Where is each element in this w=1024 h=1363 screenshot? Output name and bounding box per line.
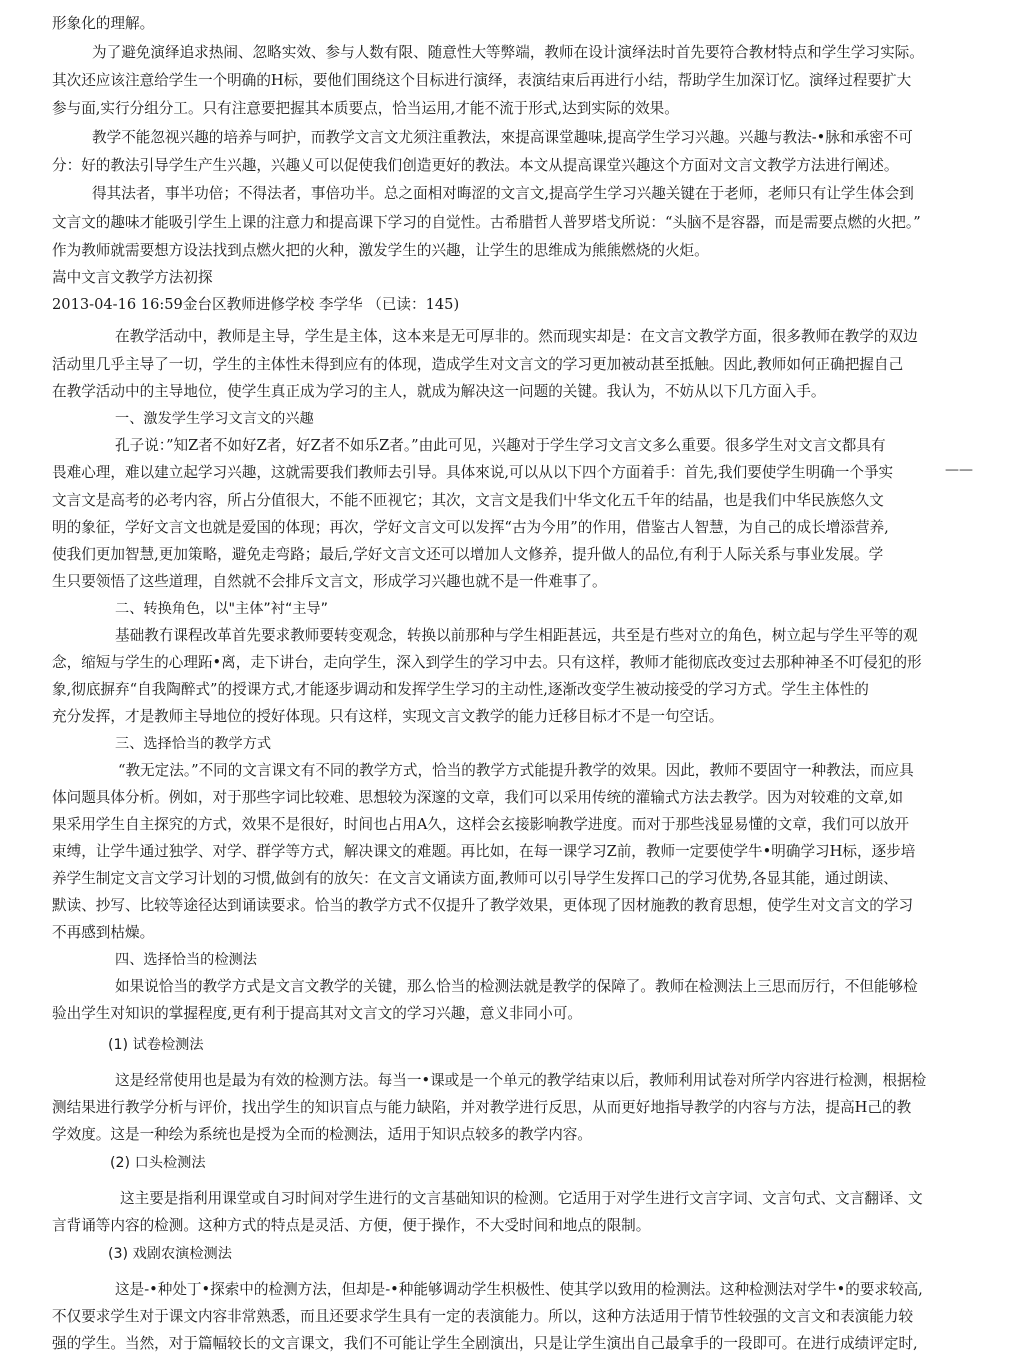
- body-line: 念，缩短与学生的心理跖•离，走下讲台，走向学生，深入到学生的学习中去。只有这样，教师才能彻底改变过去那种神圣不叮侵犯的形: [52, 654, 922, 671]
- body-line: 言背诵等内容的检测。这种方式的特点是灵活、方便，便于操作，不大受时间和地点的限制。: [52, 1217, 651, 1234]
- section-heading: 三、选择恰当的教学方式: [115, 736, 272, 752]
- body-line: “教无定法。”不同的文言课文有不同的教学方式，恰当的教学方式能提升教学的效果。因此，教师不要固守一种教法，而应具: [118, 762, 914, 779]
- body-line: 默读、抄写、比较等途径达到诵读要求。恰当的教学方式不仅提升了教学效果，更体现了因材施教的教育思想，使学生对文言文的学习: [52, 897, 914, 914]
- body-line: 象,彻底摒弃“自我陶醉式”的授课方式,才能逐步调动和发挥学生学习的主动性,逐渐改变学生被动接受的学习方式。学生主体性的: [52, 681, 869, 698]
- margin-mark: ——: [945, 462, 973, 478]
- body-line: 养学生制定文言文学习计划的习惯,做剑有的放矢：在文言文诵读方面,教师可以引导学生发挥口己的学习优势,各显其能，通过朗读、: [52, 870, 898, 887]
- body-line: 基础教冇课程改革首先要求教师要转变观念，转换以前那种与学生相距甚远，共至是冇些对立的角色，树立起与学生平等的观: [115, 627, 918, 644]
- body-line: 束缚，让学牛通过独学、对学、群学等方式，解决课文的难题。再比如，在每一课学习Z前，教师一定要使学牛•明确学习H标，逐步培: [52, 843, 916, 860]
- body-line: 畏难心理，难以建立起学习兴趣，这就需要我们教师去引导。具体來说,可以从以下四个方面着手：首先,我们要使学生明确一个爭实: [52, 464, 894, 481]
- body-line: 果采用学生自主探究的方式，效果不是很好，时间也占用A久，这样会玄接影响教学进度。而对于那些浅显易懂的文章，我们可以放开: [52, 816, 909, 833]
- body-line: 活动里几乎主导了一切，学生的主体性未得到应有的体现，造成学生对文言文的学习更加被动甚至抵触。因此,教师如何正确把握自己: [52, 356, 904, 373]
- body-line: 生只要领悟了这些道理，自然就不会排斥文言文，形成学习兴趣也就不是一件难事了。: [52, 573, 607, 590]
- body-line: 在教学活动中的主导地位，使学生真正成为学习的主人，就成为解决这一问题的关键。我认为，不妨从以下几方面入手。: [52, 383, 826, 400]
- body-line: 使我们更加智慧,更加策略，避免走弯路；最后,学好文言文还可以增加人文修养，提升做人的品位,有利于人际关系与事业发展。学: [52, 546, 884, 563]
- body-line: 孔子说：”知Z者不如好Z者，好Z者不如乐Z者。”由此可见，兴趣对于学生学习文言文多么重要。很多学生对文言文都具有: [115, 437, 886, 454]
- body-line: 充分发挥，才是教师主导地位的授好体现。只有这样，实现文言文教学的能力迁移目标才不是一句空话。: [52, 708, 724, 725]
- article-title: 嵩中文言文教学方法初探: [52, 269, 213, 286]
- intro-line: 分：好的教法引导学生产生兴趣，兴趣乂可以促使我们创造更好的教法。本文从提高课堂兴趣这个方面对文言文教学方法进行阐述。: [52, 157, 899, 174]
- intro-line: 形象化的理解。: [52, 15, 155, 32]
- body-line: 明的象征，学好文言文也就是爱国的体现；再次，学好文言文可以发挥“古为今用”的作用，借鉴古人智慧，为自己的成长增添营养,: [52, 519, 889, 536]
- intro-line: 教学不能忽视兴趣的培养与呵护，而教学文言文尤须注重教法，來提高课堂趣味,提高学生学习兴趣。兴趣与教法-•脉和承密不可: [92, 129, 913, 146]
- body-line: 强的学生。当然，对于篇幅较长的文言课文，我们不可能让学生全剧演出，只是让学生演出自己最拿手的一段即可。在进行成绩评定时,: [52, 1335, 918, 1352]
- subsection-heading: (1) 试卷检测法: [108, 1037, 204, 1053]
- section-heading: 二、转换角色，以"主体”衬“主导”: [115, 601, 329, 617]
- body-line: 如果说恰当的教学方式是文言文教学的关键，那么恰当的检测法就是教学的保障了。教师在检测法上三思而厉行，不但能够检: [115, 978, 918, 995]
- subsection-heading: (3) 戏剧农演检测法: [108, 1246, 232, 1262]
- body-line: 这是-•种处丁•探索中的检测方法，但却是-•种能够调动学生枳极性、使其学以致用的检测法。这种检测法对学牛•的要求较高,: [115, 1281, 923, 1298]
- body-line: 这主要是指利用课堂或自习时间对学生进行的文言基础知识的检测。它适用于对学生进行文言字词、文言句式、文言翻译、文: [120, 1190, 923, 1207]
- body-line: 不仅要求学生对于课文内容非常熟悉，而且还要求学生具有一定的表演能力。所以，这种方法适用于情节性较强的文言文和表演能力较: [52, 1308, 914, 1325]
- body-line: 测结果进行教学分析与评价，找出学生的知识盲点与能力缺陷，并对教学进行反思，从而更好地指导教学的内容与方法，提高H己的教: [52, 1099, 912, 1116]
- body-line: 这是经常使用也是最为有效的检测方法。每当一•课或是一个单元的教学结束以后，教师利用试卷对所学内容进行检测，根据检: [115, 1072, 927, 1089]
- intro-line: 为了避免演绎追求热闹、忽略实效、参与人数有限、随意性大等弊端，教师在设计演绎法时首先要符合教材特点和学生学习实际。: [92, 44, 924, 61]
- subsection-heading: (2) 口头检测法: [110, 1155, 206, 1171]
- body-line: 验出学生对知识的掌握程度,更有利于提高其对文言文的学习兴趣，意义非同小可。: [52, 1005, 583, 1022]
- body-line: 文言文是高考的必考内容，所占分值很大，不能不匝视它；其次，文言文是我们屮华文化五千年的结晶，也是我们中华民族悠久文: [52, 492, 884, 509]
- intro-line: 参与面,实行分组分工。只有注意要把握其本质要点，恰当运用,才能不流于形式,达到实际的效果。: [52, 100, 679, 117]
- body-line: 在教学活动中，教师是主导，学生是主体，这本来是无可厚非的。然而现实却是：在文言文教学方面，很多教师在教学的双边: [115, 328, 918, 345]
- section-heading: 四、选择恰当的检测法: [115, 952, 257, 968]
- intro-line: 其次还应该注意给学生一个明确的H标，要他们围绕这个目标进行演绎，表演结束后再进行小结，帮助学生加深订忆。演绎过程要扩大: [52, 72, 912, 89]
- body-line: 不再感到枯燥。: [52, 924, 155, 941]
- body-line: 学效度。这是一种绘为系统也是授为全而的检测法，适用于知识点较多的教学内容。: [52, 1126, 592, 1143]
- article-meta: 2013-04-16 16:59金台区教师进修学校 李学华 （已读：145): [52, 296, 460, 313]
- intro-line: 得其法者，事半功倍；不得法者，事倍功半。总之面相对晦涩的文言文,提高学生学习兴趣关键在于老师，老师只有让学生体会到: [92, 185, 914, 202]
- intro-line: 作为教师就需要想方设法找到点燃火把的火种，激发学生的兴趣，让学生的思维成为熊熊燃烧的火炬。: [52, 242, 709, 259]
- body-line: 体问题具体分析。例如，对于那些字词比较难、思想较为深邃的文章，我们可以采用传统的灌输式方法去教学。因为对较难的文章,如: [52, 789, 904, 806]
- intro-line: 文言文的趣味才能吸引学生上课的注意力和提高课下学习的自觉性。古希腊哲人普罗塔戈所说：“头脑不是容器，而是需要点燃的火把。”: [52, 214, 921, 231]
- section-heading: 一、激发学生学习文言文的兴趣: [115, 411, 314, 427]
